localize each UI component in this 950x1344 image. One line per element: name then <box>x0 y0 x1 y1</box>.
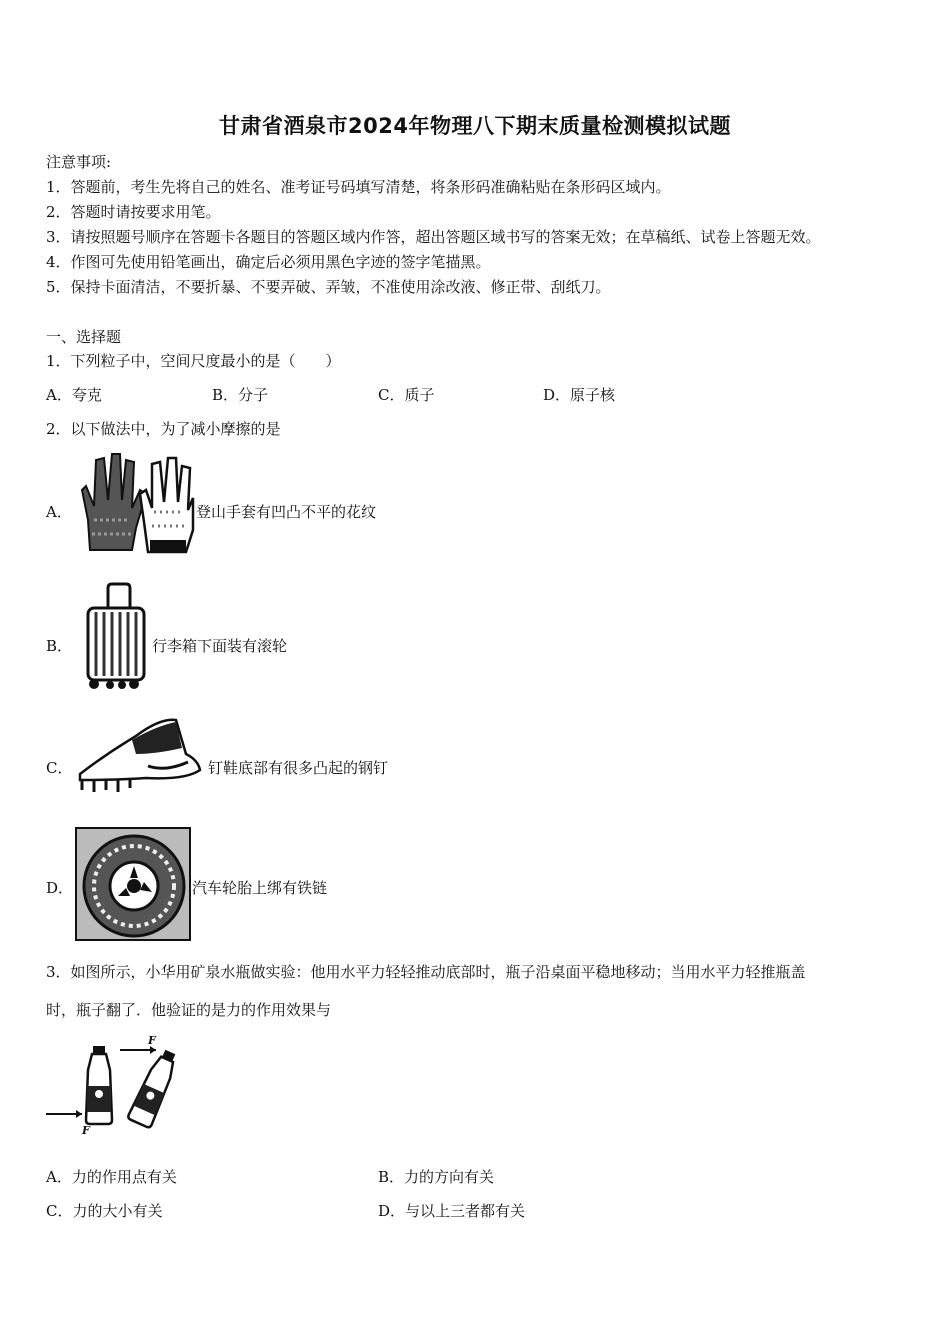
notice-item: 4．作图可先使用铅笔画出，确定后必须用黑色字迹的签字笔描黑。 <box>46 253 491 271</box>
q2-option-c-text: 钉鞋底部有很多凸起的钢钉 <box>208 759 389 777</box>
q3-option-d: D．与以上三者都有关 <box>378 1202 526 1220</box>
section-heading: 一、选择题 <box>46 328 122 346</box>
page-title: 甘肃省酒泉市2024年物理八下期末质量检测模拟试题 <box>219 114 731 138</box>
q2-option-a-text: 登山手套有凹凸不平的花纹 <box>196 503 377 521</box>
force-label-top: F <box>148 1034 156 1047</box>
question-2-stem: 2．以下做法中，为了减小摩擦的是 <box>46 420 281 438</box>
question-3-stem-line1: 3．如图所示，小华用矿泉水瓶做实验：他用水平力轻轻推动底部时，瓶子沿桌面平稳地移动；当用水平力轻推瓶盖 <box>46 963 806 981</box>
q1-option-c: C．质子 <box>378 386 435 404</box>
notice-item: 1．答题前，考生先将自己的姓名、准考证号码填写清楚，将条形码准确粘贴在条形码区域内。 <box>46 178 671 196</box>
question-3-stem-line2: 时，瓶子翻了．他验证的是力的作用效果与 <box>46 1001 332 1019</box>
notice-item: 2．答题时请按要求用笔。 <box>46 203 221 221</box>
gloves-icon <box>80 450 195 556</box>
question-1-stem: 1．下列粒子中，空间尺度最小的是（ ） <box>46 352 341 370</box>
spike-shoe-icon <box>76 714 204 800</box>
bottle-experiment-figure <box>44 1034 180 1138</box>
q3-option-b: B．力的方向有关 <box>378 1168 495 1186</box>
chained-tire-icon <box>74 826 192 942</box>
q2-option-d-letter: D． <box>46 879 74 897</box>
q2-option-d-text: 汽车轮胎上绑有铁链 <box>192 879 328 897</box>
q2-option-b-text: 行李箱下面装有滚轮 <box>152 637 288 655</box>
q1-option-d: D．原子核 <box>543 386 616 404</box>
q3-option-a: A．力的作用点有关 <box>46 1168 177 1186</box>
notice-item: 3．请按照题号顺序在答题卡各题目的答题区域内作答，超出答题区域书写的答案无效；在草稿纸、试卷上答题无效。 <box>46 228 821 246</box>
q1-option-b: B．分子 <box>212 386 269 404</box>
q2-option-c-letter: C． <box>46 759 73 777</box>
q2-option-a-letter: A． <box>46 503 72 521</box>
notice-heading: 注意事项: <box>46 153 112 171</box>
force-label-bottom: F <box>82 1124 90 1137</box>
q1-option-a: A．夸克 <box>46 386 102 404</box>
notice-item: 5．保持卡面清洁，不要折暴、不要弄破、弄皱，不准使用涂改液、修正带、刮纸刀。 <box>46 278 611 296</box>
q2-option-b-letter: B． <box>46 637 73 655</box>
q3-option-c: C．力的大小有关 <box>46 1202 163 1220</box>
suitcase-icon <box>82 582 148 692</box>
